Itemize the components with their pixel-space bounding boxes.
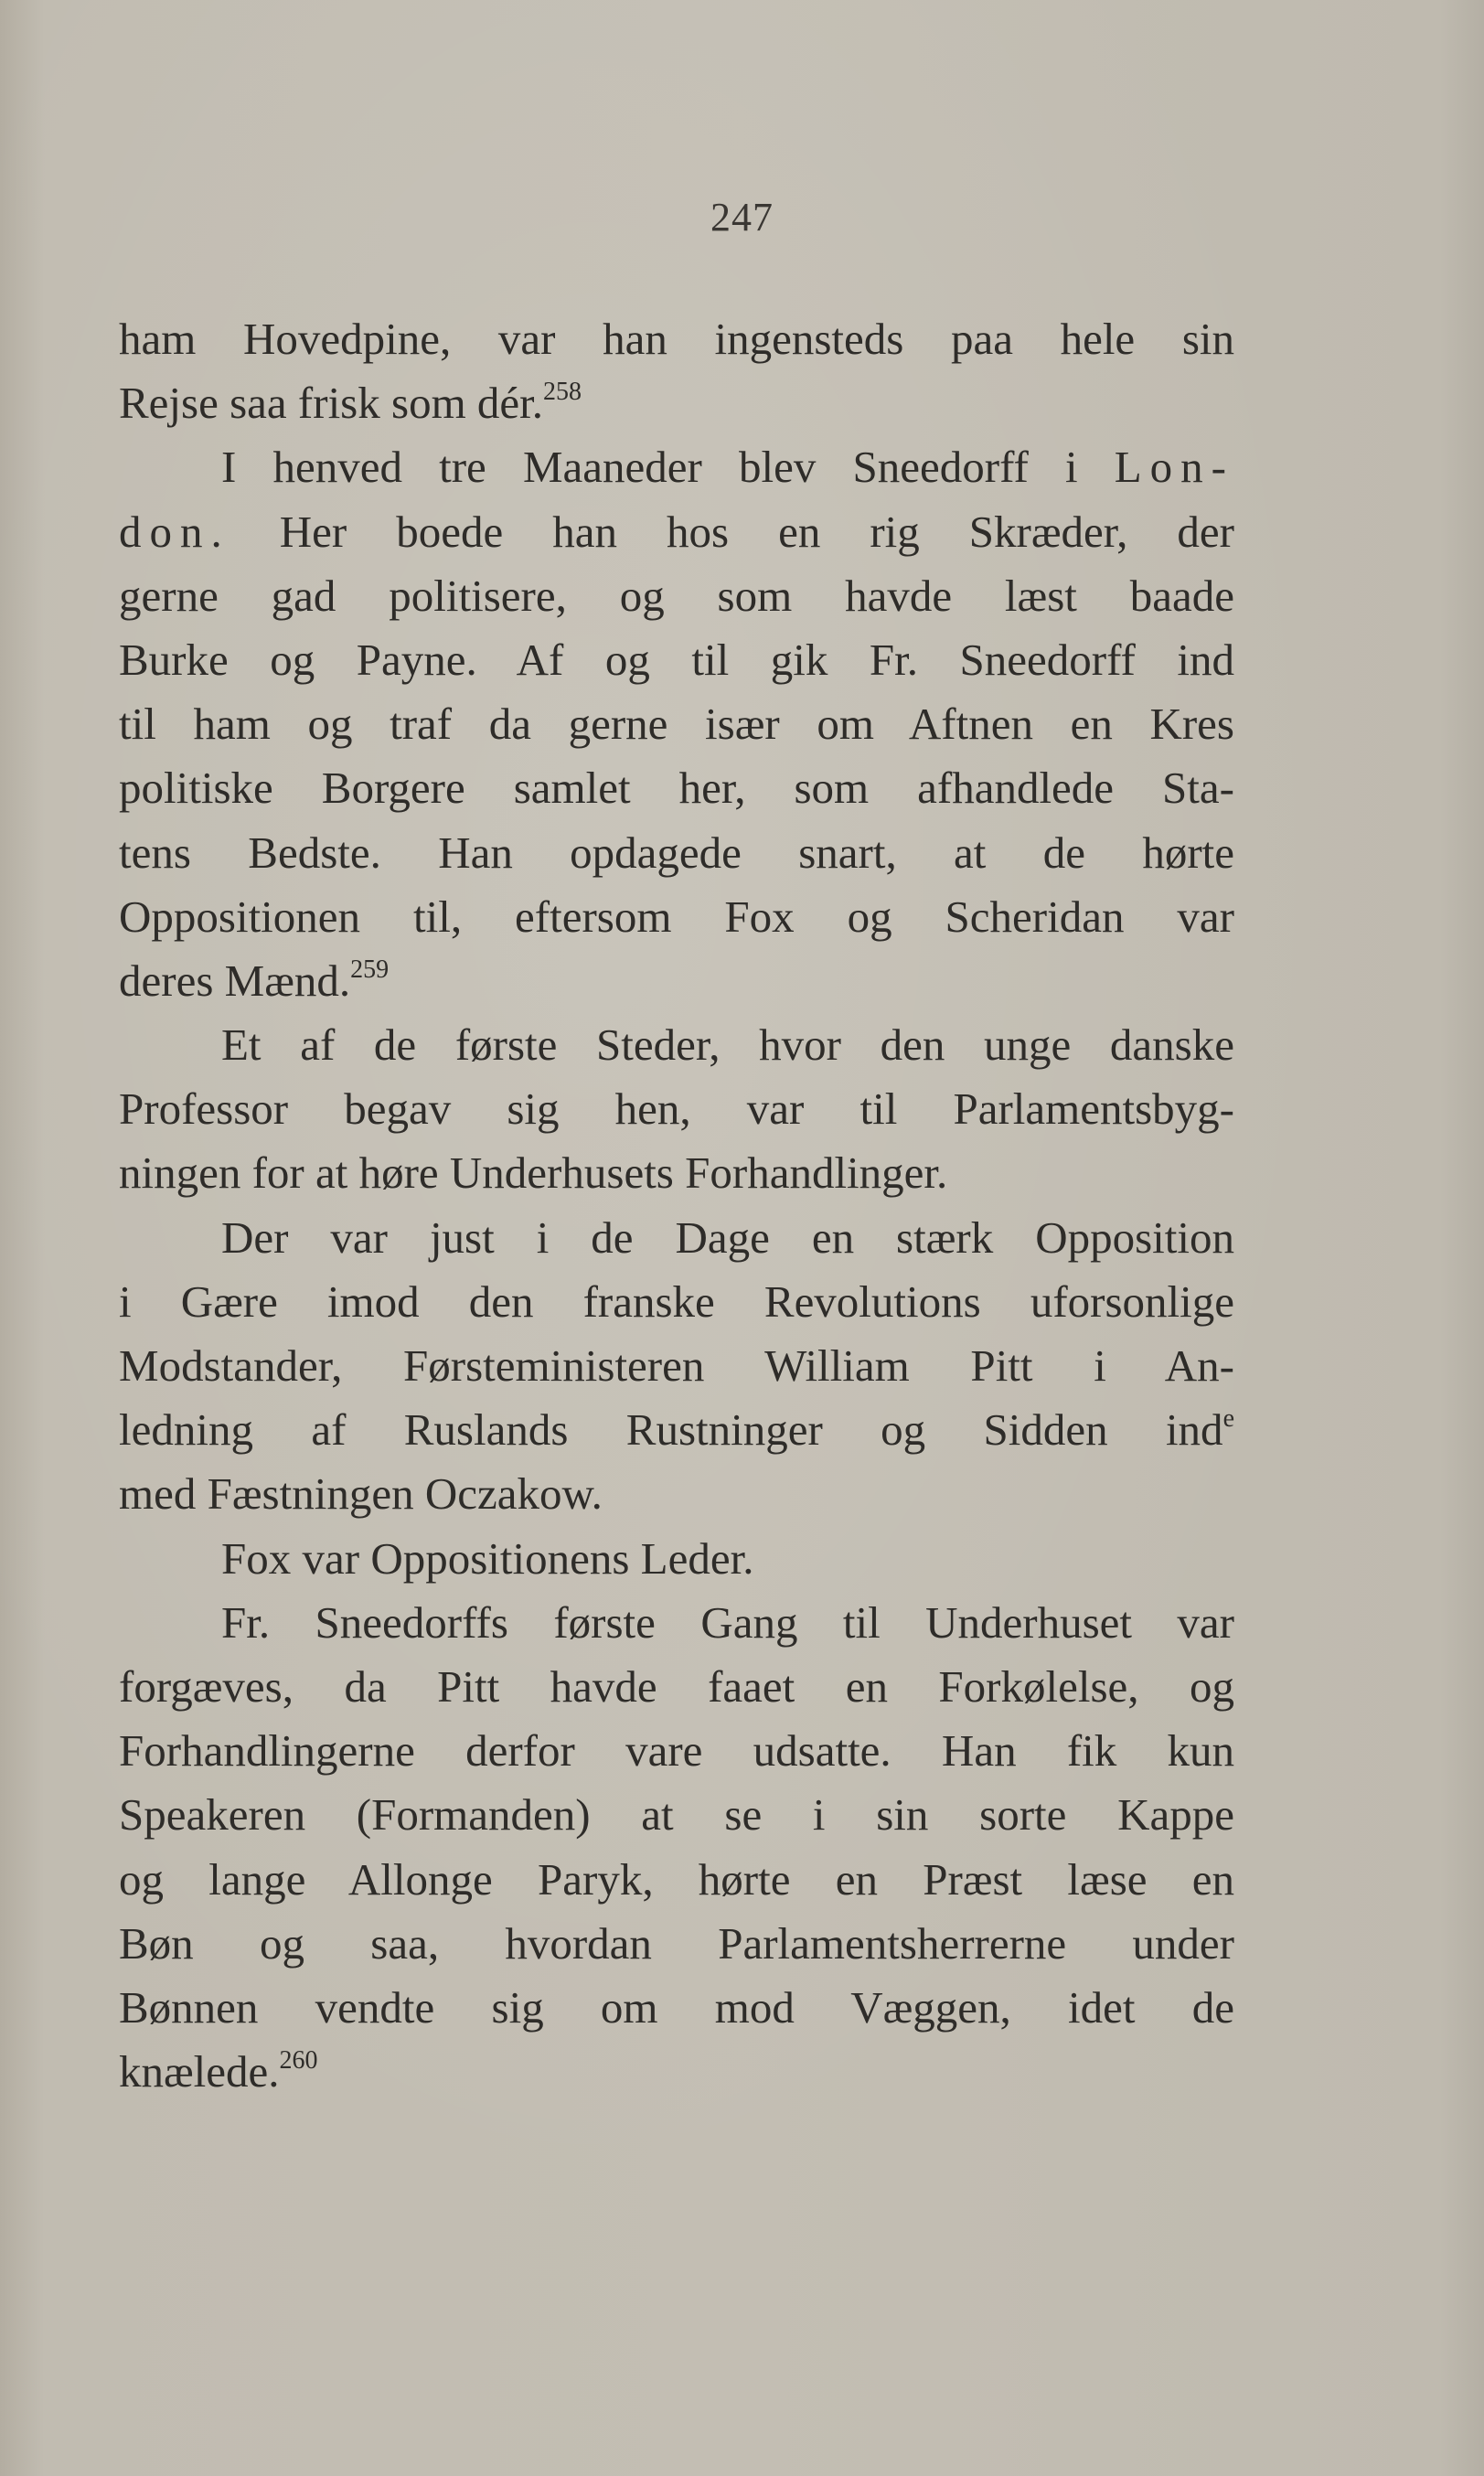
text-line: tens Bedste. Han opdagede snart, at de hørte	[119, 827, 1234, 878]
text-line: gerne gad politisere, og som havde læst baade	[119, 570, 1234, 621]
text-line: Rejse saa frisk som dér.$^{258}$	[119, 378, 582, 429]
text-line: ledning af Ruslands Rustninger og Sidden ind$^e$	[119, 1404, 1234, 1456]
footnote-ref: 260	[279, 2046, 318, 2076]
text-line: I henved tre Maaneder blev Sneedorff i Lon-	[221, 442, 1234, 493]
text-line: ham Hovedpine, var han ingensteds paa hele sin	[119, 314, 1234, 364]
text-line: Bøn og saa, hvordan Parlamentsherrerne under	[119, 1917, 1234, 1969]
text-line: Modstander, Førsteministeren William Pitt i An-	[119, 1340, 1234, 1391]
spaced-word: Lon-	[1114, 442, 1234, 493]
text-line: Speakeren (Formanden) at se i sin sorte Kappe	[119, 1789, 1234, 1841]
body-text	[119, 307, 1234, 2104]
footnote-ref: 259	[350, 955, 390, 984]
text-line: Fr. Sneedorffs første Gang til Underhuset var	[221, 1596, 1234, 1648]
text-line: Fox var Oppositionens Leder.	[221, 1532, 754, 1584]
text-line: Oppositionen til, eftersom Fox og Scheridan var	[119, 891, 1234, 942]
page-number: 247	[710, 195, 774, 240]
text-line: i Gære imod den franske Revolutions uforsonlige	[119, 1275, 1234, 1327]
text-line: med Fæstningen Oczakow.	[119, 1468, 603, 1520]
text-line: Et af de første Steder, hvor den unge danske	[221, 1019, 1234, 1071]
text-line: deres Mænd.$^{259}$	[119, 955, 390, 1006]
spaced-word: don.	[119, 506, 230, 557]
text-line: politiske Borgere samlet her, som afhandlede Sta-	[119, 763, 1234, 814]
text-line: ningen for at høre Underhusets Forhandlinger.	[119, 1147, 948, 1199]
superscript-e: e	[1222, 1404, 1234, 1434]
text-line: Forhandlingerne derfor vare udsatte. Han fik kun	[119, 1725, 1234, 1777]
text-line: til ham og traf da gerne især om Aftnen en Kres	[119, 699, 1234, 750]
footnote-ref: 258	[543, 378, 582, 407]
text-line: og lange Allonge Paryk, hørte en Præst læse en	[119, 1853, 1234, 1905]
text-line: Der var just i de Dage en stærk Opposition	[221, 1211, 1234, 1263]
text-line: knælede.$^{260}$	[119, 2046, 318, 2097]
text-line: Bønnen vendte sig om mod Væggen, idet de	[119, 1981, 1234, 2033]
text-line: Burke og Payne. Af og til gik Fr. Sneedorff ind	[119, 634, 1234, 685]
text-line: Professor begav sig hen, var til Parlamentsbyg-	[119, 1083, 1234, 1135]
text-line: don. Her boede han hos en rig Skræder, der	[119, 506, 1234, 557]
text-line: forgæves, da Pitt havde faaet en Forkølelse, og	[119, 1660, 1234, 1712]
